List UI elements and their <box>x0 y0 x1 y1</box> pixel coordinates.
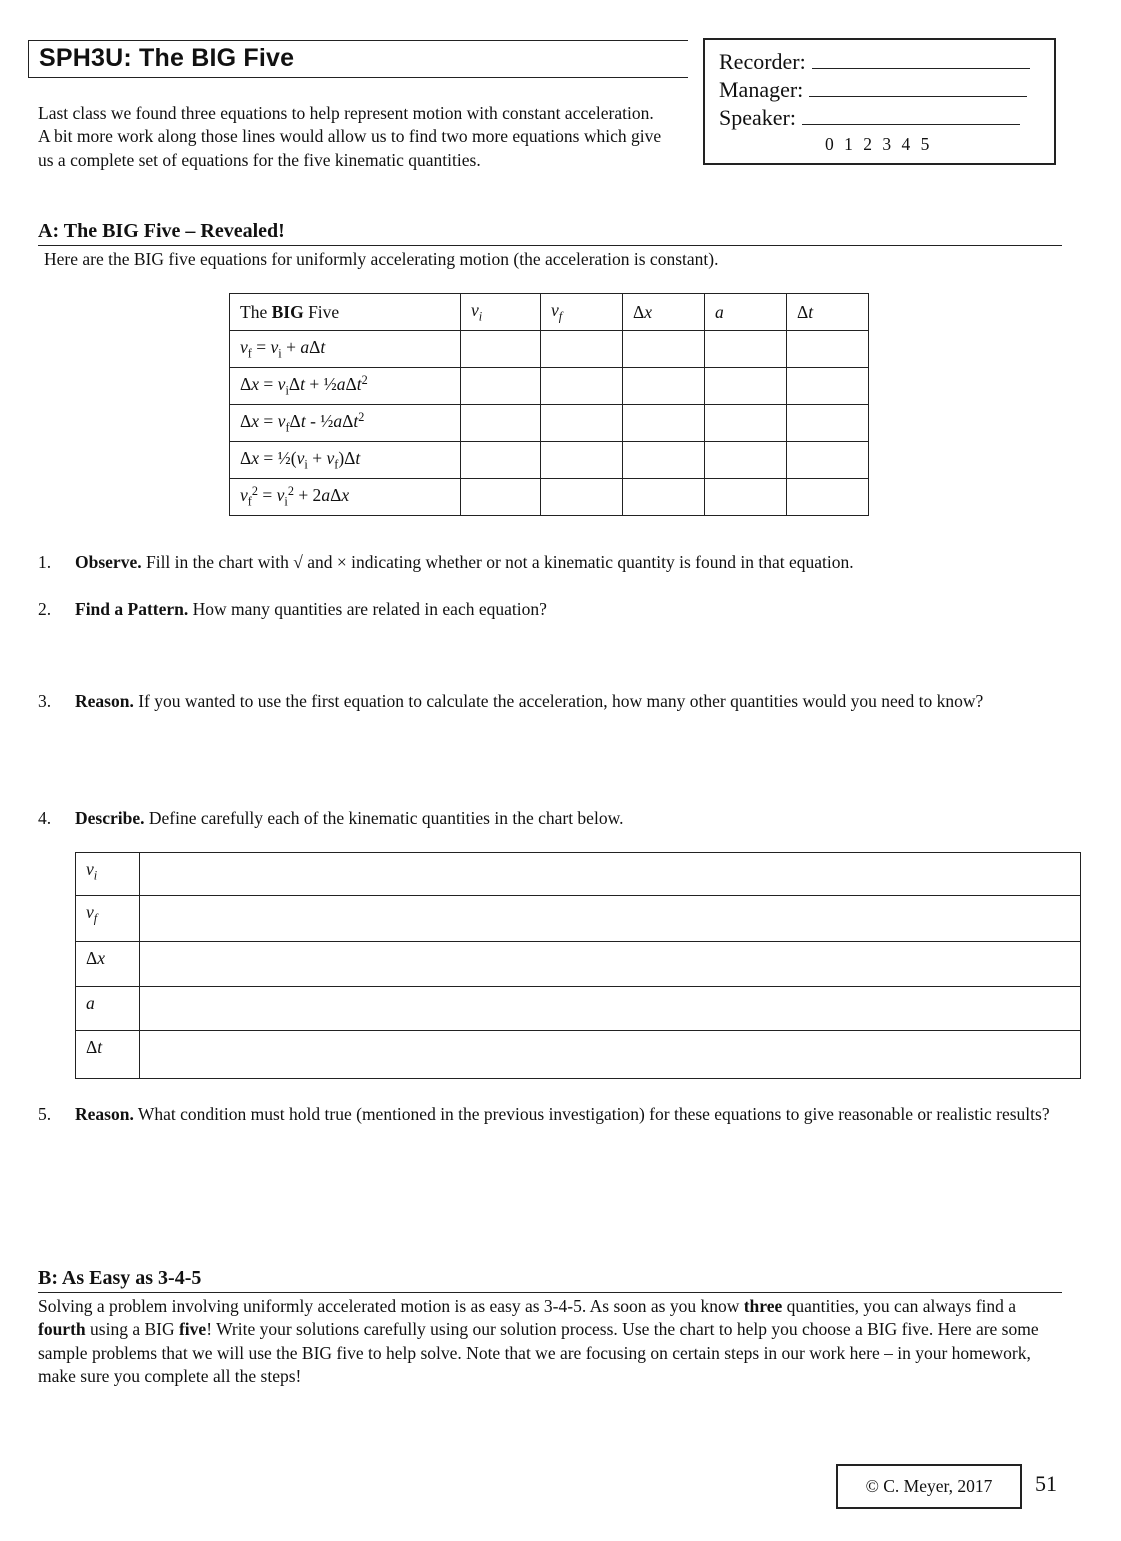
manager-row <box>719 76 1027 103</box>
section-a-heading: A: The BIG Five – Revealed! <box>38 220 1062 246</box>
question-4-number: 4. <box>38 808 52 828</box>
equation-5: $v_f^2 = v_i^2 + 2a\Delta x$ <box>230 479 461 516</box>
question-1-number: 1. <box>38 552 52 572</box>
cell-2-vf[interactable] <box>541 368 623 405</box>
manager-field[interactable] <box>809 76 1027 97</box>
table-row <box>76 987 1081 1031</box>
def-field-vi[interactable] <box>140 853 1081 896</box>
definitions-table <box>75 852 1081 1079</box>
equation-4: $\Delta x = \frac{1}{2}(v_i + v_f)\Delta t$ <box>230 442 461 479</box>
table-row <box>230 442 869 479</box>
cell-4-dt[interactable] <box>787 442 869 479</box>
cell-1-a[interactable] <box>705 331 787 368</box>
def-symbol-dt: Δt <box>76 1031 140 1079</box>
cell-5-a[interactable] <box>705 479 787 516</box>
table-row <box>230 368 869 405</box>
cell-5-dx[interactable] <box>623 479 705 516</box>
col-dt: Δt <box>787 294 869 331</box>
speaker-field[interactable] <box>802 104 1020 125</box>
section-b-bold-three: three <box>743 1296 783 1316</box>
title-box <box>28 40 688 78</box>
cell-1-dx[interactable] <box>623 331 705 368</box>
def-symbol-a: a <box>76 987 140 1031</box>
table-row <box>76 896 1081 942</box>
speaker-row <box>719 104 1020 131</box>
section-b-text-3: using a BIG <box>85 1319 179 1340</box>
manager-label: Manager: <box>719 77 804 102</box>
cell-5-vi[interactable] <box>461 479 541 516</box>
cell-2-dx[interactable] <box>623 368 705 405</box>
def-field-dx[interactable] <box>140 942 1081 987</box>
cell-4-a[interactable] <box>705 442 787 479</box>
col-vf: $v_f$ <box>541 294 623 331</box>
section-a-intro: Here are the BIG five equations for uniformly accelerating motion (the acceleration is constant). <box>44 249 719 269</box>
recorder-row <box>719 48 1030 75</box>
section-b-text-4: ! Write your solutions carefully using our solution process. Use the chart to help you choose a BIG five. Here are some sample problems that we will use the BIG five to help solve. Note that we are focusing on certain steps in our work here – in your homework, make sure you complete all the steps! <box>38 1319 1039 1386</box>
table-row <box>76 1031 1081 1079</box>
cell-2-a[interactable] <box>705 368 787 405</box>
roles-box <box>703 38 1056 165</box>
question-1-label: Observe. <box>75 552 142 572</box>
section-b-text-2: quantities, you can always find a <box>782 1296 1017 1316</box>
equation-1: $v_f = v_i + a\Delta t$ <box>230 331 461 368</box>
def-field-dt[interactable] <box>140 1031 1081 1079</box>
question-5-text: What condition must hold true (mentioned in the previous investigation) for these equations to give reasonable or realistic results? <box>133 1104 1050 1124</box>
table-row <box>76 853 1081 896</box>
cell-1-dt[interactable] <box>787 331 869 368</box>
cell-5-vf[interactable] <box>541 479 623 516</box>
table-header-bold: BIG <box>271 301 304 322</box>
rating-scale: 0 1 2 3 4 5 <box>825 134 930 154</box>
intro-paragraph: Last class we found three equations to help represent motion with constant acceleration. A bit more work along those lines would allow us to find two more equations which give us a complete set of equations for the five kinematic quantities. <box>38 103 662 170</box>
equation-3: $\Delta x = v_f\Delta t$ - ½aΔt$^2$ <box>230 405 461 442</box>
section-b-bold-fourth: fourth <box>38 1319 86 1340</box>
cell-1-vi[interactable] <box>461 331 541 368</box>
table-header-row <box>230 294 869 331</box>
question-2-number: 2. <box>38 599 52 619</box>
col-dx: Δx <box>623 294 705 331</box>
def-field-vf[interactable] <box>140 896 1081 942</box>
section-b-text-1: Solving a problem involving uniformly accelerated motion is as easy as 3-4-5. As soon as you know <box>38 1296 744 1316</box>
question-3-text: If you wanted to use the first equation to calculate the acceleration, how many other quantities would you need to know? <box>133 691 984 711</box>
section-b-paragraph <box>38 1295 1068 1388</box>
cell-3-a[interactable] <box>705 405 787 442</box>
question-3-number: 3. <box>38 691 52 711</box>
cell-5-dt[interactable] <box>787 479 869 516</box>
page-number: 51 <box>1035 1471 1057 1496</box>
cell-4-vf[interactable] <box>541 442 623 479</box>
question-2 <box>38 598 1078 623</box>
col-vi: $v_i$ <box>461 294 541 331</box>
table-row <box>230 405 869 442</box>
equation-2: $\Delta x = v_i\Delta t$ + ½aΔt$^2$ <box>230 368 461 405</box>
col-a: a <box>705 294 787 331</box>
question-1 <box>38 551 1078 576</box>
question-4-label: Describe. <box>75 808 145 828</box>
question-5 <box>38 1103 1078 1153</box>
section-b-bold-five: five <box>178 1319 207 1340</box>
cell-4-vi[interactable] <box>461 442 541 479</box>
question-3-label: Reason. <box>75 691 134 711</box>
page-title: SPH3U: The BIG Five <box>39 44 295 72</box>
big-five-table <box>229 293 869 516</box>
table-row <box>230 331 869 368</box>
question-4-text: Define carefully each of the kinematic quantities in the chart below. <box>144 808 624 828</box>
recorder-field[interactable] <box>812 48 1030 69</box>
recorder-label: Recorder: <box>719 49 806 74</box>
def-symbol-dx: Δx <box>76 942 140 987</box>
cell-3-dx[interactable] <box>623 405 705 442</box>
def-symbol-vf: $v_f$ <box>76 896 140 942</box>
table-row <box>230 479 869 516</box>
cell-4-dx[interactable] <box>623 442 705 479</box>
cell-2-vi[interactable] <box>461 368 541 405</box>
cell-1-vf[interactable] <box>541 331 623 368</box>
question-2-text: How many quantities are related in each equation? <box>188 599 547 619</box>
cell-2-dt[interactable] <box>787 368 869 405</box>
table-row <box>76 942 1081 987</box>
cell-3-dt[interactable] <box>787 405 869 442</box>
question-1-text: Fill in the chart with √ and × indicating whether or not a kinematic quantity is found in that equation. <box>141 552 854 572</box>
section-b-heading: B: As Easy as 3-4-5 <box>38 1267 1062 1293</box>
speaker-label: Speaker: <box>719 105 796 130</box>
question-2-label: Find a Pattern. <box>75 599 189 619</box>
question-4 <box>38 807 1078 832</box>
table-header-cell <box>230 294 461 331</box>
def-symbol-vi: $v_i$ <box>76 853 140 896</box>
copyright-text: © C. Meyer, 2017 <box>865 1476 993 1496</box>
table-header-suffix: Five <box>303 301 340 322</box>
def-field-a[interactable] <box>140 987 1081 1031</box>
question-3 <box>38 690 1078 740</box>
question-5-number: 5. <box>38 1104 52 1124</box>
question-5-label: Reason. <box>75 1104 134 1124</box>
copyright-box <box>836 1464 1022 1509</box>
table-header-prefix: The <box>240 301 272 322</box>
cell-3-vi[interactable] <box>461 405 541 442</box>
cell-3-vf[interactable] <box>541 405 623 442</box>
